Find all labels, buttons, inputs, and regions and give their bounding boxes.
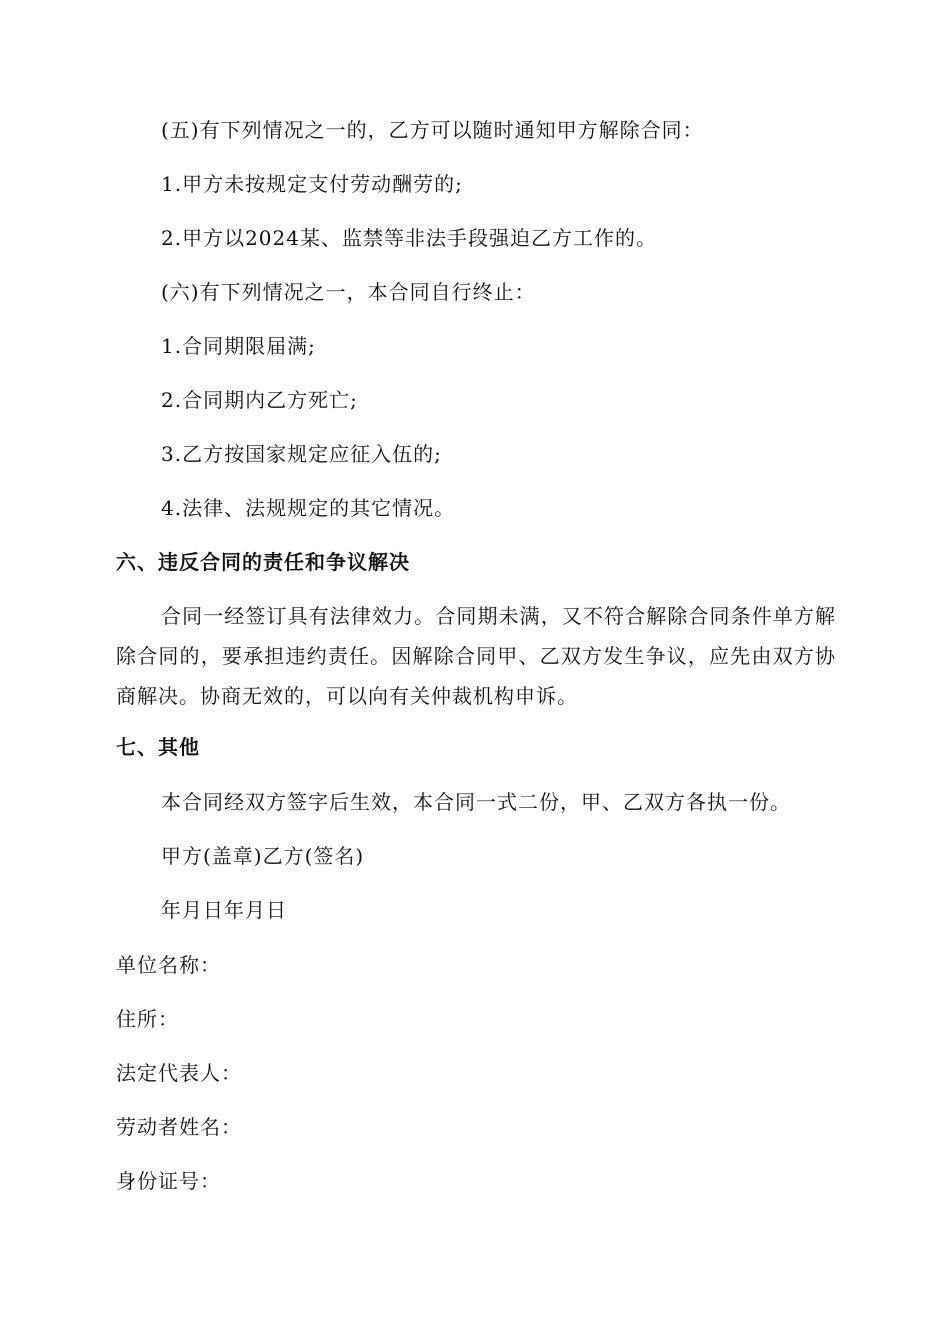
clause-5-item-1: 1.甲方未按规定支付劳动酬劳的; [161, 172, 463, 196]
clause-6-item-2: 2.合同期内乙方死亡; [161, 388, 358, 412]
section-7-heading: 七、其他 [116, 735, 200, 759]
section-6-heading: 六、违反合同的责任和争议解决 [116, 550, 410, 574]
clause-6-item-4: 4.法律、法规规定的其它情况。 [161, 496, 456, 520]
legal-rep-label: 法定代表人： [116, 1061, 242, 1085]
clause-5-title: (五)有下列情况之一的，乙方可以随时通知甲方解除合同： [161, 118, 704, 142]
date-line: 年月日年月日 [161, 898, 287, 922]
section-7-effect: 本合同经双方签字后生效，本合同一式二份，甲、乙双方各执一份。 [161, 790, 791, 814]
clause-6-item-1: 1.合同期限届满; [161, 334, 316, 358]
section-6-paragraph: 合同一经签订具有法律效力。合同期未满，又不符合解除合同条件单方解除合同的，要承担违约责任。因解除合同甲、乙双方发生争议，应先由双方协商解决。协商无效的，可以向有关仲裁机构申诉。 [116, 604, 836, 708]
address-label: 住所： [116, 1007, 179, 1031]
clause-6-title: (六)有下列情况之一，本合同自行终止： [161, 280, 536, 304]
clause-6-item-3: 3.乙方按国家规定应征入伍的; [161, 442, 442, 466]
id-number-label: 身份证号： [116, 1169, 221, 1193]
worker-name-label: 劳动者姓名： [116, 1115, 242, 1139]
signature-line: 甲方(盖章)乙方(签名) [161, 844, 365, 868]
clause-5-item-2: 2.甲方以2024某、监禁等非法手段强迫乙方工作的。 [161, 226, 657, 250]
unit-name-label: 单位名称： [116, 953, 221, 977]
